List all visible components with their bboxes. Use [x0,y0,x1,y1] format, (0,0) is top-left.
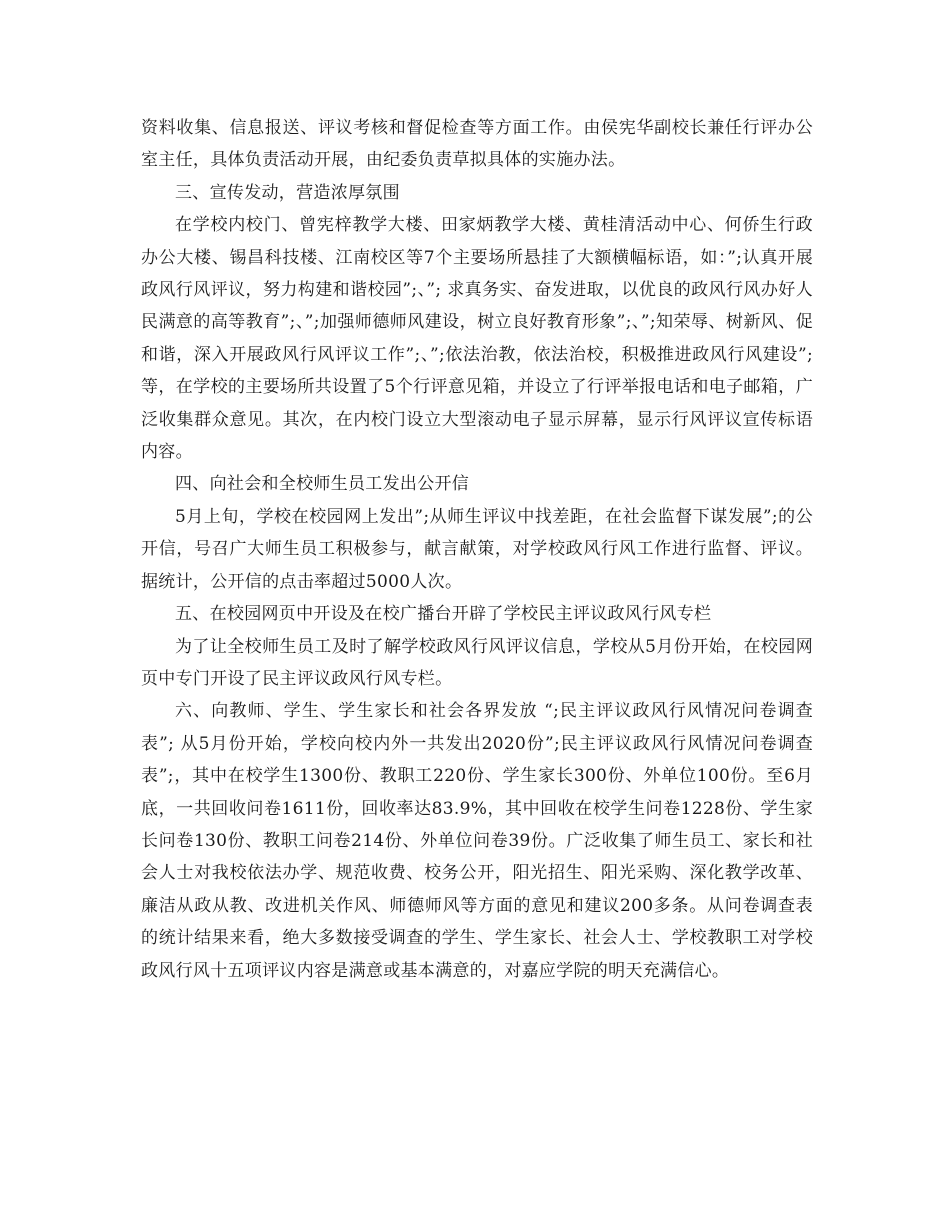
section-heading-publicity: 三、宣传发动，营造浓厚氛围 [175,182,400,203]
paragraph-publicity: 在学校内校门、曾宪梓教学大楼、田家炳教学大楼、黄桂清活动中心、何侨生行政办公大楼、锡昌科技楼、江南校区等7个主要场所悬挂了大额横幅标语，如：”;认真开展政风行风评议，努力构建和谐校园”;、”; 求真务实、奋发进取，以优良的政风行风办好人民满意的高等教育”;、”;加强师德师风建设，树立良好教育形象”;、”;知荣辱、树新风、促和谐，深入开展政风行风评议工作”;、”;依法治教，依法治校，积极推进政风行风建设”;等，在学校的主要场所共设置了5个行评意见箱，并设立了行评举报电话和电子邮箱，广泛收集群众意见。其次，在内校门设立大型滚动电子显示屏幕，显示行风评议宣传标语内容。 [141,215,813,463]
section-heading-web-column: 五、在校园网页中开设及在校广播台开辟了学校民主评议政风行风专栏 [175,604,712,625]
paragraph-web-column: 为了让全校师生员工及时了解学校政风行风评议信息，学校从5月份开始，在校园网页中专门开设了民主评议政风行风专栏。 [141,636,813,689]
paragraph-survey: 六、向教师、学生、学生家长和社会各界发放 “;民主评议政风行风情况问卷调查表”; 从5月份开始，学校向校内外一共发出2020份”;民主评议政风行风情况问卷调查表”;，其中在校学生1300份、教职工220份、学生家长300份、外单位100份。至6月底，一共回收问卷1611份，回收率达83.9%，其中回收在校学生问卷1228份、学生家长问卷130份、教职工问卷214份、外单位问卷39份。广泛收集了师生员工、家长和社会人士对我校依法办学、规范收费、校务公开，阳光招生、阳光采购、深化教学改革、廉洁从政从教、改进机关作风、师德师风等方面的意见和建议200多条。从问卷调查表的统计结果来看，绝大多数接受调查的学生、学生家长、社会人士、学校教职工对学校政风行风十五项评议内容是满意或基本满意的，对嘉应学院的明天充满信心。 [141,701,813,981]
paragraph-continued: 资料收集、信息报送、评议考核和督促检查等方面工作。由侯宪华副校长兼任行评办公室主任，具体负责活动开展，由纪委负责草拟具体的实施办法。 [141,118,813,171]
paragraph-open-letter: 5月上旬，学校在校园网上发出”;从师生评议中找差距，在社会监督下谋发展”;的公开信，号召广大师生员工积极参与，献言献策，对学校政风行风工作进行监督、评议。据统计，公开信的点击率超过5000人次。 [141,506,813,592]
section-heading-open-letter: 四、向社会和全校师生员工发出公开信 [175,474,470,495]
document-body [141,112,813,987]
